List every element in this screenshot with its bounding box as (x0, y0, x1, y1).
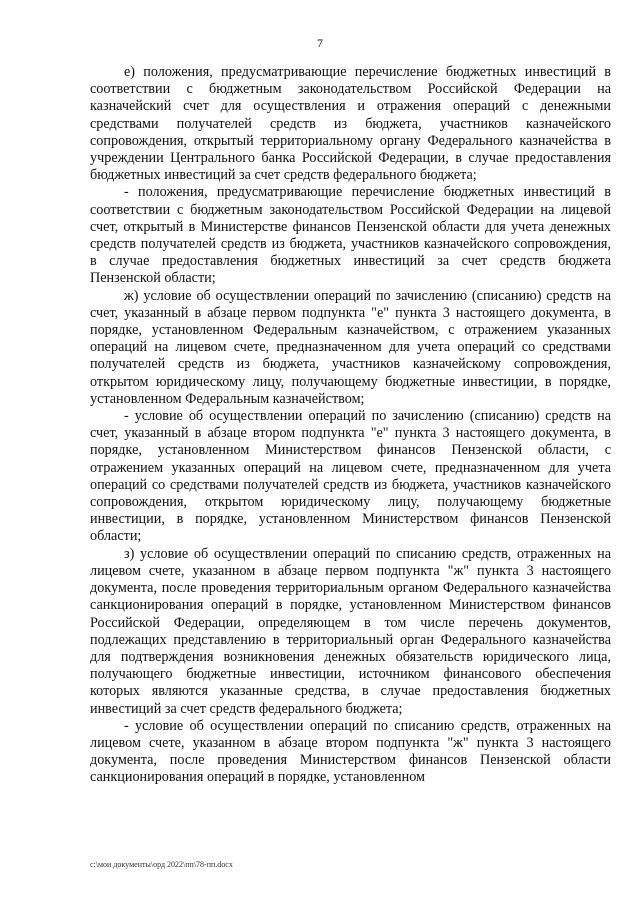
paragraph-zh: ж) условие об осуществлении операций по зачислению (списанию) средств на счет, указанный в абзаце первом подпункта "е" пункта 3 настоящего документа, в порядке, установленном Федеральным казначейством, с отражением указанных операций на лицевом счете, предназначенном для учета операций со средствами получателей средств из бюджета, участников казначейскому сопровождения, открытом юридическому лицу, получающему бюджетные инвестиции, в порядке, установленном Федеральным казначейством; (90, 287, 611, 407)
paragraph-zh-second: - условие об осуществлении операций по зачислению (списанию) средств на счет, указанный в абзаце втором подпункта "е" пункта 3 настоящего документа, в порядке, установленном Министерством финансов Пензенской области, с отражением указанных операций на лицевом счете, предназначенном для учета операций со средствами получателей средств из бюджета, участников казначейского сопровождения, открытом юридическому лицу, получающему бюджетные инвестиции, в порядке, установленном Министерством финансов Пензенской области; (90, 408, 611, 545)
paragraph-e: е) положения, предусматривающие перечисление бюджетных инвестиций в соответствии с бюджетным законодательством Российской Федерации на казначейский счет для осуществления и отражения операций с денежными средствами получателей средств из бюджета, участников казначейского сопровождения, открытый территориальному органу Федерального казначейства в учреждении Центрального банка Российской Федерации, в случае предоставления бюджетных инвестиций за счет средств федерального бюджета; (90, 64, 611, 184)
paragraph-e-second: - положения, предусматривающие перечисление бюджетных инвестиций в соответствии с бюджетным законодательством Российской Федерации на лицевой счет, открытый в Министерстве финансов Пензенской области для учета денежных средств получателей средств из бюджета, участников казначейского сопровождения, в случае предоставления бюджетных инвестиций за счет средств бюджета Пензенской области; (90, 184, 611, 287)
document-body (90, 64, 611, 787)
page-number: 7 (317, 36, 323, 50)
footer-file-path: c:\мои документы\орд 2022\пп\78-пп.docx (90, 860, 233, 869)
paragraph-z: з) условие об осуществлении операций по списанию средств, отраженных на лицевом счете, указанном в абзаце первом подпункта "ж" пункта 3 настоящего документа, после проведения территориальным органом Федерального казначейства санкционирования операций в порядке, установленном Министерством финансов Российской Федерации, определяющем в том числе перечень документов, подлежащих представлению в территориальный орган Федерального казначейства для подтверждения возникновения денежных обязательств юридического лица, получающего бюджетные инвестиции, источником финансового обеспечения которых являются указанные средства, в случае предоставления бюджетных инвестиций за счет средств федерального бюджета; (90, 545, 611, 717)
paragraph-z-second: - условие об осуществлении операций по списанию средств, отраженных на лицевом счете, указанном в абзаце втором подпункта "ж" пункта 3 настоящего документа, после проведения Министерством финансов Пензенской области санкционирования операций в порядке, установленном (90, 717, 611, 786)
